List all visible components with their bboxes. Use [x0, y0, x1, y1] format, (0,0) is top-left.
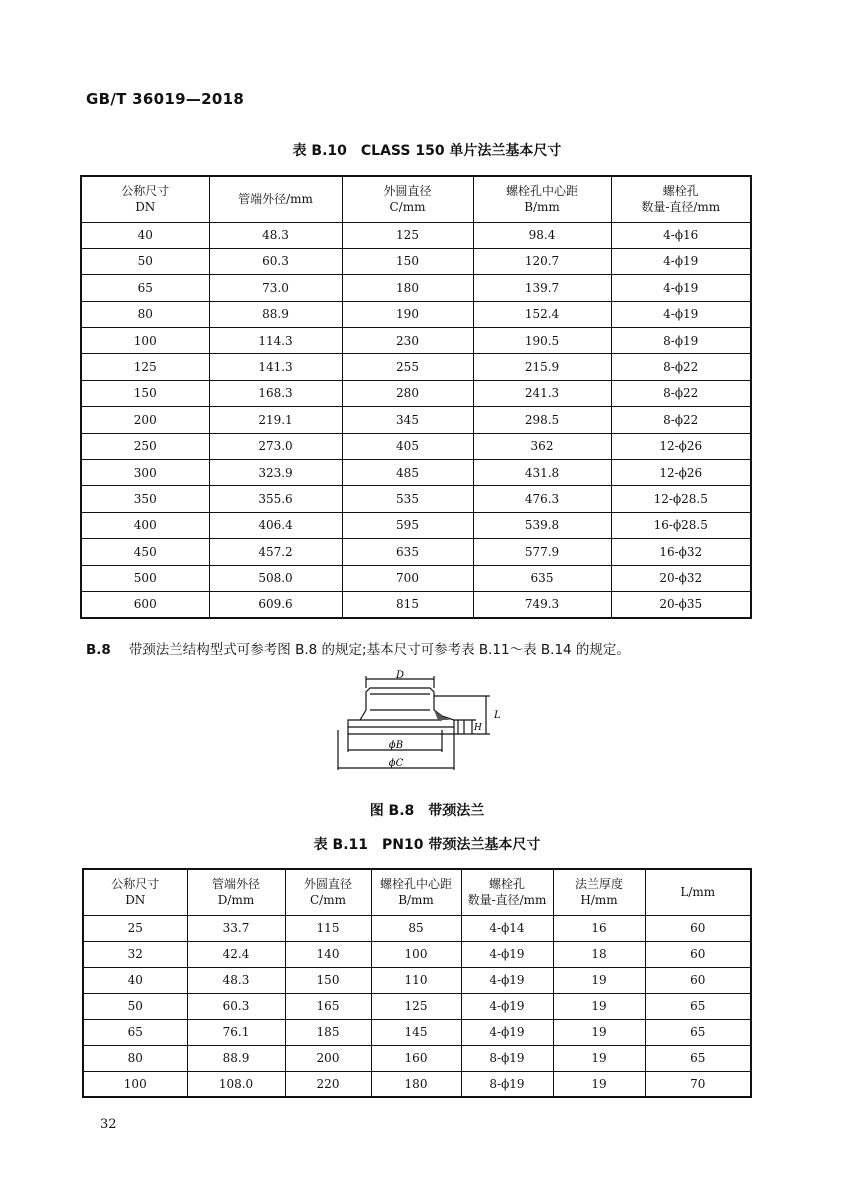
table-cell: 476.3 [473, 486, 611, 512]
column-header-line1: 螺栓孔 [662, 184, 699, 199]
column-header-line2: DN [125, 893, 146, 908]
table-cell: 120.7 [473, 248, 611, 274]
table-cell: 405 [342, 433, 473, 459]
table-cell: 535 [342, 486, 473, 512]
table-cell: 241.3 [473, 380, 611, 406]
table-cell: 85 [371, 915, 461, 941]
table-row [83, 941, 751, 967]
table-cell: 406.4 [209, 512, 342, 538]
table-cell: 18 [553, 941, 645, 967]
table-cell: 73.0 [209, 275, 342, 301]
table-cell: 190 [342, 301, 473, 327]
table-cell: 4-ϕ19 [461, 941, 553, 967]
table-cell: 50 [81, 248, 209, 274]
table-cell: 190.5 [473, 328, 611, 354]
table-cell: 8-ϕ22 [611, 407, 751, 433]
table-cell: 595 [342, 512, 473, 538]
table-cell: 100 [371, 941, 461, 967]
table-b10-caption: 表 B.10 CLASS 150 单片法兰基本尺寸 [292, 143, 562, 159]
table-cell: 60.3 [187, 993, 285, 1019]
table-cell: 19 [553, 967, 645, 993]
clause-number: B.8 [86, 642, 111, 658]
figure-b8-caption: 图 B.8 带颈法兰 [369, 803, 485, 819]
table-cell: 48.3 [209, 222, 342, 248]
table-cell: 600 [81, 591, 209, 617]
label-h: H [474, 723, 482, 733]
table-cell: 98.4 [473, 222, 611, 248]
table-cell: 152.4 [473, 301, 611, 327]
table-row [83, 915, 751, 941]
table-cell: 42.4 [187, 941, 285, 967]
table-cell: 219.1 [209, 407, 342, 433]
table-cell: 145 [371, 1019, 461, 1045]
flange-figure [330, 670, 510, 784]
table-cell: 60 [645, 967, 751, 993]
column-header [83, 869, 187, 915]
table-cell: 65 [645, 1045, 751, 1071]
table-row [81, 512, 751, 538]
table-cell: 200 [285, 1045, 371, 1071]
table-cell: 273.0 [209, 433, 342, 459]
table-cell: 150 [81, 380, 209, 406]
column-header [473, 176, 611, 222]
table-cell: 8-ϕ19 [461, 1045, 553, 1071]
table-row [81, 380, 751, 406]
table-row [81, 591, 751, 617]
column-header-line1: 管端外径 [211, 877, 260, 892]
table-cell: 19 [553, 1045, 645, 1071]
table-cell: 125 [81, 354, 209, 380]
table-b11-header-row [83, 869, 751, 915]
page-number: 32 [100, 1117, 117, 1132]
table-b11 [82, 868, 752, 1098]
table-cell: 50 [83, 993, 187, 1019]
table-cell: 8-ϕ19 [461, 1071, 553, 1097]
table-cell: 48.3 [187, 967, 285, 993]
table-cell: 114.3 [209, 328, 342, 354]
column-header [342, 176, 473, 222]
table-row [83, 1071, 751, 1097]
table-b10-header-row [81, 176, 751, 222]
table-cell: 160 [371, 1045, 461, 1071]
table-cell: 323.9 [209, 460, 342, 486]
table-cell: 635 [342, 539, 473, 565]
table-cell: 4-ϕ14 [461, 915, 553, 941]
table-row [83, 1045, 751, 1071]
column-header [209, 176, 342, 222]
table-cell: 65 [81, 275, 209, 301]
table-cell: 12-ϕ28.5 [611, 486, 751, 512]
table-row [83, 967, 751, 993]
table-cell: 65 [645, 993, 751, 1019]
table-cell: 40 [83, 967, 187, 993]
column-header-line2: B/mm [398, 893, 434, 908]
table-cell: 12-ϕ26 [611, 460, 751, 486]
table-cell: 508.0 [209, 565, 342, 591]
table-cell: 345 [342, 407, 473, 433]
clause-text: 带颈法兰结构型式可参考图 B.8 的规定;基本尺寸可参考表 B.11～表 B.14 的规定。 [128, 642, 630, 658]
column-header-line1: L/mm [680, 885, 716, 900]
column-header-line1: 螺栓孔中心距 [379, 877, 452, 892]
table-cell: 16-ϕ32 [611, 539, 751, 565]
table-cell: 110 [371, 967, 461, 993]
table-cell: 180 [371, 1071, 461, 1097]
table-cell: 577.9 [473, 539, 611, 565]
column-header [285, 869, 371, 915]
table-cell: 165 [285, 993, 371, 1019]
clause-b8 [86, 638, 630, 658]
table-cell: 609.6 [209, 591, 342, 617]
table-cell: 4-ϕ19 [461, 1019, 553, 1045]
table-cell: 16-ϕ28.5 [611, 512, 751, 538]
table-cell: 8-ϕ22 [611, 354, 751, 380]
table-row [81, 222, 751, 248]
table-row [83, 1019, 751, 1045]
table-cell: 4-ϕ19 [461, 967, 553, 993]
table-cell: 4-ϕ16 [611, 222, 751, 248]
table-cell: 215.9 [473, 354, 611, 380]
table-cell: 8-ϕ19 [611, 328, 751, 354]
table-cell: 4-ϕ19 [611, 275, 751, 301]
table-cell: 220 [285, 1071, 371, 1097]
column-header [611, 176, 751, 222]
table-cell: 60 [645, 941, 751, 967]
column-header [371, 869, 461, 915]
table-cell: 141.3 [209, 354, 342, 380]
column-header-line2: 数量-直径/mm [467, 893, 547, 908]
table-cell: 168.3 [209, 380, 342, 406]
table-cell: 70 [645, 1071, 751, 1097]
column-header [645, 869, 751, 915]
table-cell: 500 [81, 565, 209, 591]
column-header [461, 869, 553, 915]
table-cell: 8-ϕ22 [611, 380, 751, 406]
table-cell: 65 [83, 1019, 187, 1045]
column-header-line1: 螺栓孔 [488, 877, 525, 892]
table-cell: 457.2 [209, 539, 342, 565]
table-row [81, 354, 751, 380]
column-header [553, 869, 645, 915]
table-cell: 539.8 [473, 512, 611, 538]
table-cell: 749.3 [473, 591, 611, 617]
table-cell: 250 [81, 433, 209, 459]
table-row [81, 407, 751, 433]
table-cell: 815 [342, 591, 473, 617]
label-d: D [395, 670, 405, 681]
table-cell: 4-ϕ19 [611, 301, 751, 327]
label-phi-b: ϕB [388, 740, 404, 751]
table-cell: 12-ϕ26 [611, 433, 751, 459]
table-cell: 32 [83, 941, 187, 967]
label-phi-c: ϕC [388, 758, 404, 769]
table-cell: 200 [81, 407, 209, 433]
column-header-line1: 公称尺寸 [111, 877, 160, 892]
table-cell: 108.0 [187, 1071, 285, 1097]
table-cell: 4-ϕ19 [461, 993, 553, 1019]
column-header-line1: 法兰厚度 [574, 877, 623, 892]
table-cell: 230 [342, 328, 473, 354]
column-header-line2: 数量-直径/mm [641, 200, 721, 215]
table-cell: 16 [553, 915, 645, 941]
table-row [81, 248, 751, 274]
table-cell: 76.1 [187, 1019, 285, 1045]
table-cell: 150 [342, 248, 473, 274]
table-cell: 65 [645, 1019, 751, 1045]
table-row [81, 460, 751, 486]
table-cell: 300 [81, 460, 209, 486]
column-header-line1: 管端外径/mm [238, 192, 313, 207]
table-cell: 150 [285, 967, 371, 993]
table-cell: 19 [553, 1019, 645, 1045]
table-cell: 350 [81, 486, 209, 512]
table-cell: 280 [342, 380, 473, 406]
table-cell: 80 [81, 301, 209, 327]
document-header: GB/T 36019—2018 [86, 90, 245, 108]
column-header-line2: C/mm [310, 893, 346, 908]
column-header [81, 176, 209, 222]
column-header-line2: D/mm [217, 893, 255, 908]
table-cell: 100 [81, 328, 209, 354]
table-cell: 115 [285, 915, 371, 941]
table-cell: 88.9 [209, 301, 342, 327]
column-header-line2: B/mm [524, 200, 560, 215]
table-row [81, 486, 751, 512]
table-row [81, 433, 751, 459]
table-cell: 140 [285, 941, 371, 967]
table-cell: 185 [285, 1019, 371, 1045]
column-header [187, 869, 285, 915]
column-header-line1: 外圆直径 [383, 184, 432, 199]
table-row [81, 565, 751, 591]
table-row [81, 328, 751, 354]
table-cell: 100 [83, 1071, 187, 1097]
table-cell: 19 [553, 1071, 645, 1097]
table-cell: 25 [83, 915, 187, 941]
table-row [83, 993, 751, 1019]
table-row [81, 539, 751, 565]
table-cell: 88.9 [187, 1045, 285, 1071]
table-cell: 40 [81, 222, 209, 248]
table-cell: 125 [371, 993, 461, 1019]
table-cell: 362 [473, 433, 611, 459]
table-cell: 80 [83, 1045, 187, 1071]
table-cell: 400 [81, 512, 209, 538]
column-header-line2: DN [135, 200, 156, 215]
table-b11-caption: 表 B.11 PN10 带颈法兰基本尺寸 [313, 837, 541, 853]
table-row [81, 301, 751, 327]
table-cell: 20-ϕ32 [611, 565, 751, 591]
column-header-line2: H/mm [580, 893, 618, 908]
table-cell: 125 [342, 222, 473, 248]
column-header-line1: 外圆直径 [303, 877, 352, 892]
column-header-line1: 螺栓孔中心距 [505, 184, 578, 199]
table-cell: 4-ϕ19 [611, 248, 751, 274]
table-row [81, 275, 751, 301]
column-header-line1: 公称尺寸 [121, 184, 170, 199]
table-cell: 180 [342, 275, 473, 301]
table-cell: 139.7 [473, 275, 611, 301]
label-l: L [494, 710, 501, 721]
table-cell: 635 [473, 565, 611, 591]
table-cell: 431.8 [473, 460, 611, 486]
table-cell: 485 [342, 460, 473, 486]
table-cell: 355.6 [209, 486, 342, 512]
table-cell: 19 [553, 993, 645, 1019]
table-cell: 298.5 [473, 407, 611, 433]
table-cell: 700 [342, 565, 473, 591]
table-cell: 33.7 [187, 915, 285, 941]
table-cell: 60 [645, 915, 751, 941]
table-cell: 450 [81, 539, 209, 565]
table-cell: 60.3 [209, 248, 342, 274]
table-cell: 255 [342, 354, 473, 380]
column-header-line2: C/mm [389, 200, 426, 215]
table-b10 [80, 175, 752, 619]
table-cell: 20-ϕ35 [611, 591, 751, 617]
neck-flange-drawing [330, 670, 510, 780]
